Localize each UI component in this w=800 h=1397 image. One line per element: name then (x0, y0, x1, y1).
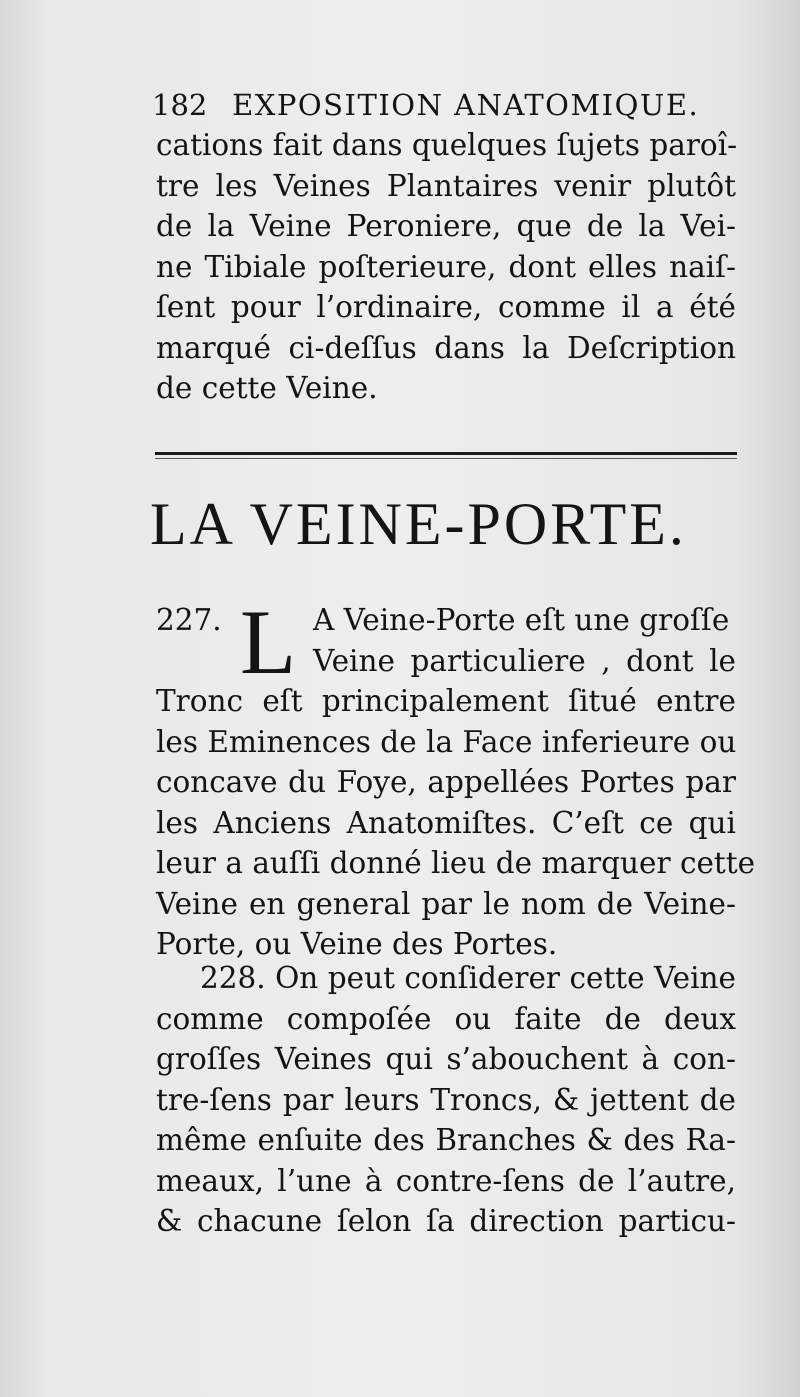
text-line: A Veine-Porte eſt une groſſe (313, 603, 730, 637)
text-line: Tronc eſt principalement ſitué entre (156, 684, 736, 718)
running-header (152, 88, 737, 122)
text-line: Veine en general par le nom de Veine- (156, 886, 736, 921)
paragraph-first-line (156, 600, 736, 641)
section-divider (155, 452, 737, 455)
paragraph-227 (156, 591, 756, 965)
text-line: concave du Foye, appellées Portes par (156, 765, 736, 799)
paragraph-228 (156, 958, 736, 1242)
text-line: même enſuite des Branches & des Ra- (156, 1123, 736, 1157)
text-line: & chacune ſelon ſa direction particu- (156, 1204, 736, 1238)
text-line: Veine particuliere , dont le (313, 643, 736, 678)
section-title: LA VEINE-PORTE. (150, 491, 687, 557)
running-title: EXPOSITION ANATOMIQUE. (232, 88, 700, 122)
text-line: comme compoſée ou faite de deux (156, 1001, 736, 1036)
text-line: marqué ci-deſſus dans la Deſcription (156, 330, 736, 365)
drop-cap: L (240, 591, 297, 693)
text-line: de cette Veine. (156, 371, 378, 405)
page-number: 182 (152, 88, 208, 122)
text-line: tre les Veines Plantaires venir plutôt (156, 168, 736, 203)
section-divider-thin (155, 458, 737, 459)
text-line: cations fait dans quelques ſujets paroî- (156, 128, 738, 162)
text-line: tre-ſens par leurs Troncs, & jettent de (156, 1082, 736, 1117)
paragraph-number: 227. (156, 603, 222, 637)
text-line: 228. On peut conſiderer cette Veine (200, 961, 736, 995)
text-line: meaux, l’une à contre-ſens de l’autre, (156, 1163, 736, 1198)
text-line: Porte, ou Veine des Portes. (156, 927, 558, 961)
text-line: ſent pour l’ordinaire, comme il a été (156, 290, 736, 324)
text-line: les Anciens Anatomiſtes. C’eſt ce qui (156, 805, 736, 840)
continued-paragraph (156, 125, 736, 409)
text-line: ne Tibiale poſterieure, dont elles naiſ- (156, 249, 736, 284)
text-line: les Eminences de la Face inferieure ou (156, 724, 737, 759)
text-line: groſſes Veines qui s’abouchent à con- (156, 1042, 736, 1076)
text-line: leur a auſſi donné lieu de marquer cette (156, 846, 756, 880)
text-line: de la Veine Peroniere, que de la Vei- (156, 209, 736, 243)
